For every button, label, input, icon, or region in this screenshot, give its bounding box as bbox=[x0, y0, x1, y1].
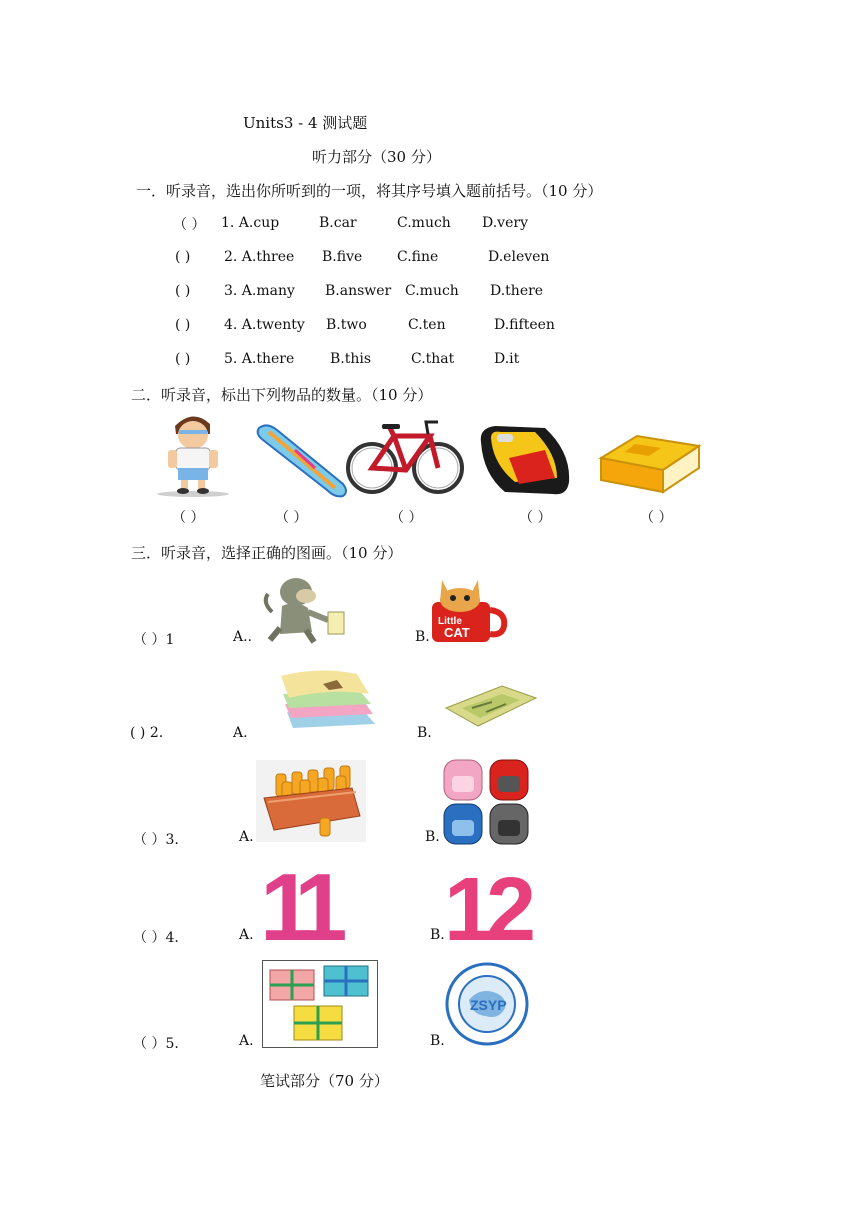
option-d: D.eleven bbox=[488, 249, 550, 265]
option-b-label: B. bbox=[425, 829, 440, 845]
gift-boxes-icon bbox=[262, 960, 378, 1048]
page-title: Units3 - 4 测试题 bbox=[243, 114, 368, 132]
count-blank[interactable]: （ ） bbox=[390, 510, 423, 526]
option-a: 4. A.twenty bbox=[224, 317, 305, 333]
number-12-text: 12 bbox=[444, 860, 529, 960]
option-a-label: A. bbox=[239, 829, 254, 845]
bottle-crate-icon bbox=[256, 760, 366, 842]
option-b-label: B. bbox=[417, 725, 432, 741]
count-blank[interactable]: （ ） bbox=[172, 510, 205, 526]
zsyp-text: ZSYP bbox=[470, 997, 507, 1013]
option-b: B.car bbox=[319, 215, 357, 231]
option-a: 1. A.cup bbox=[221, 215, 280, 231]
option-b: B.five bbox=[322, 249, 363, 265]
option-a-label: A. bbox=[233, 725, 248, 741]
option-c: C.fine bbox=[397, 249, 439, 265]
question-number[interactable]: （ ）3. bbox=[133, 832, 179, 848]
boy-icon bbox=[150, 410, 236, 498]
count-blank[interactable]: （ ） bbox=[275, 510, 308, 526]
option-d: D.very bbox=[482, 215, 528, 231]
cat-mug-icon bbox=[428, 574, 508, 644]
monkey-cup-icon bbox=[262, 572, 350, 644]
option-c: C.ten bbox=[408, 317, 446, 333]
option-a: 5. A.there bbox=[224, 351, 295, 367]
pencil-case-icon bbox=[475, 422, 575, 498]
count-blank[interactable]: （ ） bbox=[640, 510, 673, 526]
pen-icon bbox=[255, 422, 350, 498]
option-c: C.much bbox=[397, 215, 451, 231]
option-c: C.much bbox=[405, 283, 459, 299]
question-number[interactable]: （ ）5. bbox=[133, 1036, 179, 1052]
option-d: D.fifteen bbox=[494, 317, 555, 333]
option-b-label: B. bbox=[415, 629, 430, 645]
answer-blank[interactable]: ( ) bbox=[175, 317, 191, 333]
book-icon bbox=[597, 430, 703, 496]
option-b-label: B. bbox=[430, 927, 445, 943]
backpacks-icon bbox=[440, 756, 534, 846]
writing-part-heading: 笔试部分（70 分） bbox=[260, 1072, 389, 1090]
mug-text-cat: CAT bbox=[444, 625, 470, 640]
option-c: C.that bbox=[411, 351, 455, 367]
question-number[interactable]: （ ）1 bbox=[133, 632, 175, 648]
map-icon bbox=[442, 682, 538, 730]
option-d: D.there bbox=[490, 283, 544, 299]
option-b: B.two bbox=[326, 317, 367, 333]
number-11-icon bbox=[260, 854, 334, 961]
option-a: 2. A.three bbox=[224, 249, 295, 265]
option-a-label: A. bbox=[239, 1033, 254, 1049]
count-blank[interactable]: （ ） bbox=[519, 510, 552, 526]
option-b: B.answer bbox=[325, 283, 392, 299]
mug-text-little: Little bbox=[438, 616, 462, 627]
option-a-label: A.. bbox=[233, 629, 253, 645]
zsyp-badge-icon bbox=[445, 962, 529, 1046]
question-number[interactable]: ( ) 2. bbox=[130, 725, 164, 741]
number-11-text: 11 bbox=[260, 854, 334, 961]
listening-part-heading: 听力部分（30 分） bbox=[312, 148, 441, 166]
option-b-label: B. bbox=[430, 1033, 445, 1049]
section2-heading: 二．听录音，标出下列物品的数量。（10 分） bbox=[131, 386, 433, 404]
option-d: D.it bbox=[494, 351, 520, 367]
answer-blank[interactable]: ( ) bbox=[175, 283, 191, 299]
option-a: 3. A.many bbox=[224, 283, 295, 299]
option-b: B.this bbox=[330, 351, 372, 367]
towels-icon bbox=[279, 668, 379, 730]
section1-heading: 一．听录音，选出你所听到的一项，将其序号填入题前括号。（10 分） bbox=[136, 182, 603, 200]
answer-blank[interactable]: ( ) bbox=[175, 249, 191, 265]
section3-heading: 三．听录音，选择正确的图画。（10 分） bbox=[131, 544, 403, 562]
number-12-icon bbox=[444, 860, 529, 960]
question-number[interactable]: （ ）4. bbox=[133, 930, 179, 946]
bicycle-icon bbox=[346, 416, 464, 498]
answer-blank[interactable]: ( ) bbox=[175, 351, 191, 367]
answer-blank[interactable]: （ ） bbox=[173, 217, 206, 233]
option-a-label: A. bbox=[239, 927, 254, 943]
